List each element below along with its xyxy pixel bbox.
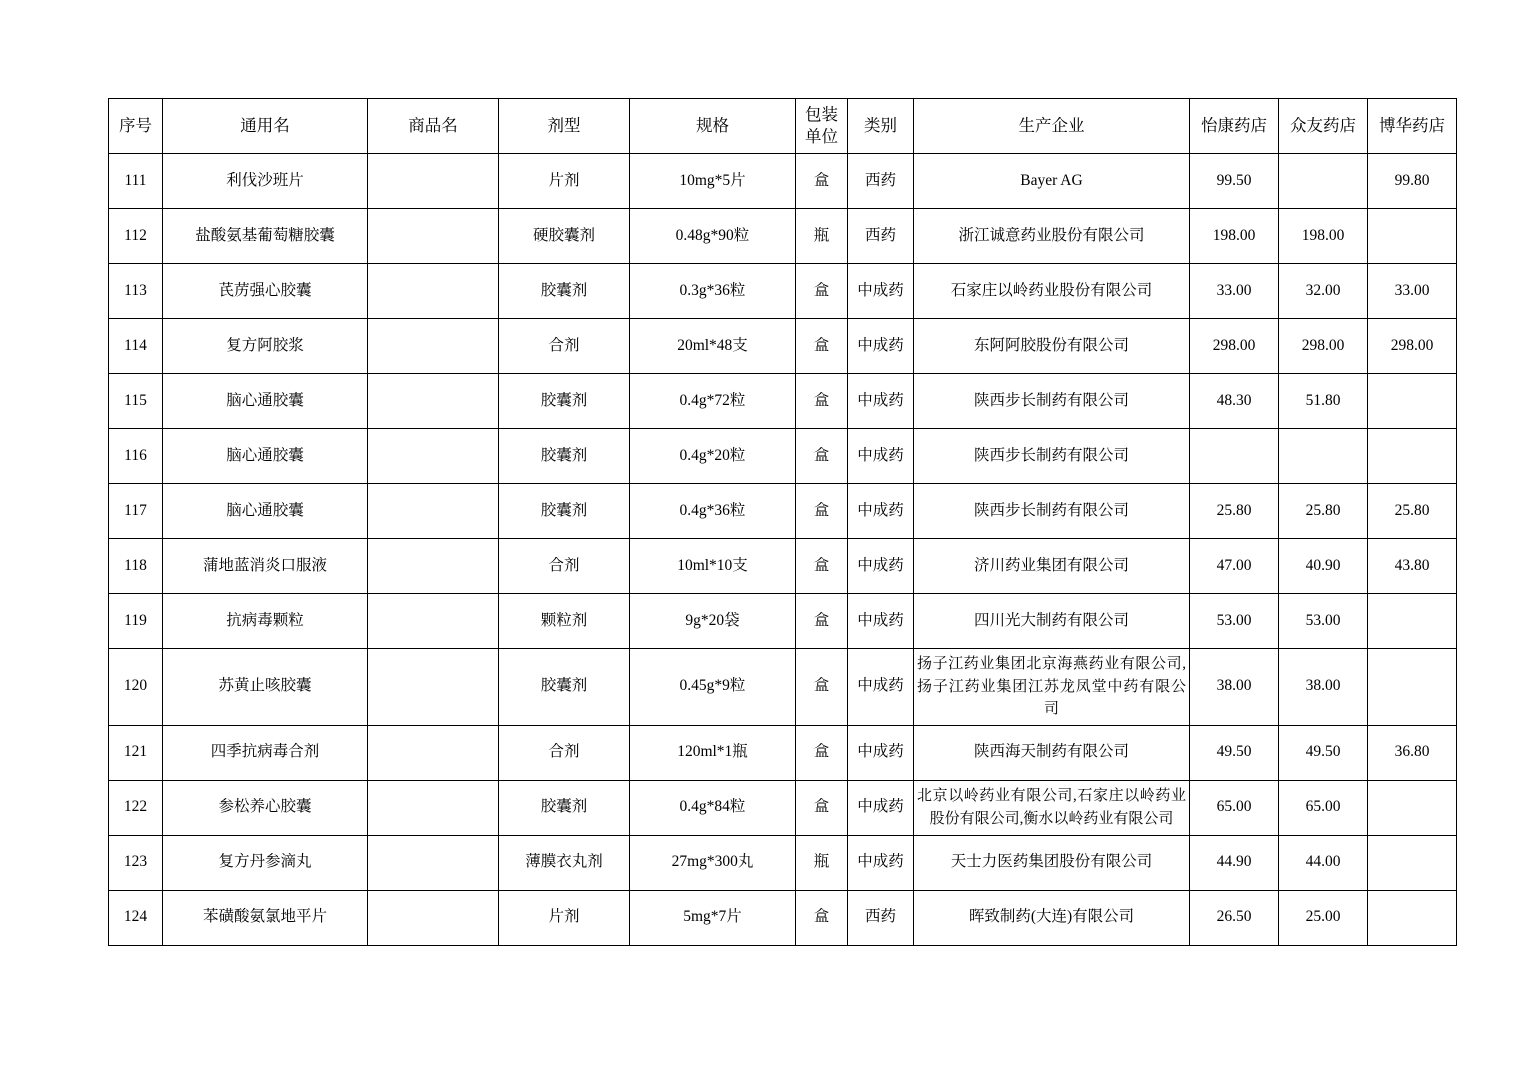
cell-brand-name <box>368 154 499 209</box>
cell-price-yikang: 198.00 <box>1190 209 1279 264</box>
cell-brand-name <box>368 835 499 890</box>
cell-dosage-form: 合剂 <box>499 725 630 780</box>
table-row <box>109 649 1457 726</box>
table-row <box>109 594 1457 649</box>
table-row <box>109 319 1457 374</box>
cell-package-unit: 瓶 <box>796 835 848 890</box>
table-row <box>109 374 1457 429</box>
column-header-pharmacy-bohua: 博华药店 <box>1368 99 1457 154</box>
cell-price-bohua: 99.80 <box>1368 154 1457 209</box>
cell-brand-name <box>368 484 499 539</box>
cell-manufacturer: 天士力医药集团股份有限公司 <box>914 835 1190 890</box>
cell-category: 中成药 <box>848 780 914 835</box>
cell-manufacturer: 北京以岭药业有限公司,石家庄以岭药业股份有限公司,衡水以岭药业有限公司 <box>914 780 1190 835</box>
cell-price-yikang <box>1190 429 1279 484</box>
cell-dosage-form: 胶囊剂 <box>499 484 630 539</box>
cell-price-zhongyou: 25.00 <box>1279 890 1368 945</box>
cell-price-yikang: 33.00 <box>1190 264 1279 319</box>
column-header-dosage-form: 剂型 <box>499 99 630 154</box>
cell-price-zhongyou: 198.00 <box>1279 209 1368 264</box>
package-unit-line1: 包装 <box>805 104 838 124</box>
table-row <box>109 154 1457 209</box>
cell-package-unit: 盒 <box>796 725 848 780</box>
cell-price-bohua: 36.80 <box>1368 725 1457 780</box>
cell-category: 中成药 <box>848 484 914 539</box>
column-header-package-unit <box>796 99 848 154</box>
cell-no: 121 <box>109 725 163 780</box>
cell-price-zhongyou: 298.00 <box>1279 319 1368 374</box>
cell-package-unit: 盒 <box>796 264 848 319</box>
cell-dosage-form: 薄膜衣丸剂 <box>499 835 630 890</box>
cell-price-zhongyou <box>1279 429 1368 484</box>
cell-price-zhongyou: 65.00 <box>1279 780 1368 835</box>
cell-price-yikang: 25.80 <box>1190 484 1279 539</box>
cell-dosage-form: 胶囊剂 <box>499 264 630 319</box>
cell-category: 中成药 <box>848 264 914 319</box>
cell-specification: 0.4g*72粒 <box>630 374 796 429</box>
cell-brand-name <box>368 594 499 649</box>
cell-no: 115 <box>109 374 163 429</box>
cell-package-unit: 盒 <box>796 429 848 484</box>
cell-specification: 0.3g*36粒 <box>630 264 796 319</box>
cell-generic-name: 芪苈强心胶囊 <box>163 264 368 319</box>
cell-dosage-form: 合剂 <box>499 539 630 594</box>
cell-generic-name: 脑心通胶囊 <box>163 484 368 539</box>
cell-manufacturer: 石家庄以岭药业股份有限公司 <box>914 264 1190 319</box>
cell-generic-name: 苯磺酸氨氯地平片 <box>163 890 368 945</box>
cell-manufacturer: 扬子江药业集团北京海燕药业有限公司,扬子江药业集团江苏龙凤堂中药有限公司 <box>914 649 1190 726</box>
cell-category: 西药 <box>848 154 914 209</box>
column-header-generic-name: 通用名 <box>163 99 368 154</box>
cell-no: 122 <box>109 780 163 835</box>
cell-no: 117 <box>109 484 163 539</box>
cell-generic-name: 脑心通胶囊 <box>163 429 368 484</box>
table-row <box>109 484 1457 539</box>
cell-package-unit: 盒 <box>796 780 848 835</box>
cell-price-yikang: 65.00 <box>1190 780 1279 835</box>
cell-brand-name <box>368 539 499 594</box>
table-row <box>109 890 1457 945</box>
table-row <box>109 429 1457 484</box>
cell-price-yikang: 38.00 <box>1190 649 1279 726</box>
cell-manufacturer: 浙江诚意药业股份有限公司 <box>914 209 1190 264</box>
cell-manufacturer: 陕西步长制药有限公司 <box>914 484 1190 539</box>
cell-generic-name: 抗病毒颗粒 <box>163 594 368 649</box>
cell-no: 113 <box>109 264 163 319</box>
cell-no: 111 <box>109 154 163 209</box>
cell-specification: 5mg*7片 <box>630 890 796 945</box>
cell-price-zhongyou: 32.00 <box>1279 264 1368 319</box>
cell-price-bohua: 43.80 <box>1368 539 1457 594</box>
cell-manufacturer: 陕西海天制药有限公司 <box>914 725 1190 780</box>
table-row <box>109 209 1457 264</box>
cell-specification: 10ml*10支 <box>630 539 796 594</box>
cell-no: 120 <box>109 649 163 726</box>
cell-no: 118 <box>109 539 163 594</box>
cell-package-unit: 盒 <box>796 890 848 945</box>
cell-category: 中成药 <box>848 594 914 649</box>
column-header-pharmacy-zhongyou: 众友药店 <box>1279 99 1368 154</box>
cell-dosage-form: 片剂 <box>499 890 630 945</box>
cell-price-bohua <box>1368 429 1457 484</box>
table-row <box>109 835 1457 890</box>
cell-specification: 0.4g*36粒 <box>630 484 796 539</box>
cell-price-zhongyou <box>1279 154 1368 209</box>
table-row <box>109 264 1457 319</box>
cell-generic-name: 参松养心胶囊 <box>163 780 368 835</box>
package-unit-line2: 单位 <box>805 127 838 146</box>
cell-package-unit: 瓶 <box>796 209 848 264</box>
cell-manufacturer: 东阿阿胶股份有限公司 <box>914 319 1190 374</box>
cell-no: 119 <box>109 594 163 649</box>
cell-price-bohua: 298.00 <box>1368 319 1457 374</box>
cell-dosage-form: 胶囊剂 <box>499 649 630 726</box>
cell-price-yikang: 53.00 <box>1190 594 1279 649</box>
cell-price-bohua: 25.80 <box>1368 484 1457 539</box>
cell-brand-name <box>368 374 499 429</box>
cell-price-zhongyou: 44.00 <box>1279 835 1368 890</box>
column-header-pharmacy-yikang: 怡康药店 <box>1190 99 1279 154</box>
cell-generic-name: 利伐沙班片 <box>163 154 368 209</box>
drug-price-table <box>108 98 1457 946</box>
cell-price-yikang: 49.50 <box>1190 725 1279 780</box>
cell-specification: 0.4g*84粒 <box>630 780 796 835</box>
cell-brand-name <box>368 890 499 945</box>
cell-price-yikang: 48.30 <box>1190 374 1279 429</box>
cell-price-yikang: 26.50 <box>1190 890 1279 945</box>
cell-price-yikang: 99.50 <box>1190 154 1279 209</box>
cell-specification: 10mg*5片 <box>630 154 796 209</box>
cell-specification: 9g*20袋 <box>630 594 796 649</box>
table-header-row <box>109 99 1457 154</box>
table-body <box>109 154 1457 946</box>
cell-specification: 0.45g*9粒 <box>630 649 796 726</box>
cell-specification: 0.48g*90粒 <box>630 209 796 264</box>
cell-generic-name: 苏黄止咳胶囊 <box>163 649 368 726</box>
cell-package-unit: 盒 <box>796 484 848 539</box>
cell-price-bohua <box>1368 835 1457 890</box>
cell-no: 114 <box>109 319 163 374</box>
cell-brand-name <box>368 649 499 726</box>
column-header-category: 类别 <box>848 99 914 154</box>
cell-category: 中成药 <box>848 374 914 429</box>
cell-no: 116 <box>109 429 163 484</box>
column-header-specification: 规格 <box>630 99 796 154</box>
cell-manufacturer: 晖致制药(大连)有限公司 <box>914 890 1190 945</box>
cell-dosage-form: 合剂 <box>499 319 630 374</box>
cell-category: 中成药 <box>848 319 914 374</box>
cell-brand-name <box>368 780 499 835</box>
cell-no: 123 <box>109 835 163 890</box>
cell-specification: 120ml*1瓶 <box>630 725 796 780</box>
cell-brand-name <box>368 725 499 780</box>
cell-category: 中成药 <box>848 539 914 594</box>
cell-dosage-form: 片剂 <box>499 154 630 209</box>
cell-dosage-form: 硬胶囊剂 <box>499 209 630 264</box>
cell-package-unit: 盒 <box>796 319 848 374</box>
cell-dosage-form: 颗粒剂 <box>499 594 630 649</box>
cell-generic-name: 四季抗病毒合剂 <box>163 725 368 780</box>
cell-price-zhongyou: 38.00 <box>1279 649 1368 726</box>
cell-price-bohua <box>1368 594 1457 649</box>
table-row <box>109 539 1457 594</box>
cell-price-bohua <box>1368 649 1457 726</box>
cell-dosage-form: 胶囊剂 <box>499 429 630 484</box>
cell-category: 西药 <box>848 209 914 264</box>
cell-no: 112 <box>109 209 163 264</box>
cell-specification: 20ml*48支 <box>630 319 796 374</box>
cell-brand-name <box>368 209 499 264</box>
column-header-no: 序号 <box>109 99 163 154</box>
cell-no: 124 <box>109 890 163 945</box>
table-header <box>109 99 1457 154</box>
cell-price-zhongyou: 51.80 <box>1279 374 1368 429</box>
cell-price-yikang: 298.00 <box>1190 319 1279 374</box>
cell-generic-name: 复方阿胶浆 <box>163 319 368 374</box>
cell-category: 中成药 <box>848 725 914 780</box>
cell-package-unit: 盒 <box>796 374 848 429</box>
cell-price-bohua <box>1368 780 1457 835</box>
cell-generic-name: 蒲地蓝消炎口服液 <box>163 539 368 594</box>
cell-price-bohua <box>1368 374 1457 429</box>
cell-package-unit: 盒 <box>796 649 848 726</box>
cell-price-zhongyou: 40.90 <box>1279 539 1368 594</box>
cell-generic-name: 脑心通胶囊 <box>163 374 368 429</box>
cell-price-yikang: 44.90 <box>1190 835 1279 890</box>
cell-specification: 0.4g*20粒 <box>630 429 796 484</box>
column-header-brand-name: 商品名 <box>368 99 499 154</box>
cell-generic-name: 复方丹参滴丸 <box>163 835 368 890</box>
table-row <box>109 780 1457 835</box>
cell-price-zhongyou: 25.80 <box>1279 484 1368 539</box>
cell-generic-name: 盐酸氨基葡萄糖胶囊 <box>163 209 368 264</box>
cell-manufacturer: Bayer AG <box>914 154 1190 209</box>
cell-manufacturer: 陕西步长制药有限公司 <box>914 429 1190 484</box>
cell-manufacturer: 陕西步长制药有限公司 <box>914 374 1190 429</box>
cell-category: 西药 <box>848 890 914 945</box>
cell-manufacturer: 济川药业集团有限公司 <box>914 539 1190 594</box>
cell-category: 中成药 <box>848 429 914 484</box>
cell-manufacturer: 四川光大制药有限公司 <box>914 594 1190 649</box>
table-row <box>109 725 1457 780</box>
cell-category: 中成药 <box>848 649 914 726</box>
cell-package-unit: 盒 <box>796 154 848 209</box>
column-header-manufacturer: 生产企业 <box>914 99 1190 154</box>
cell-price-zhongyou: 49.50 <box>1279 725 1368 780</box>
cell-price-bohua <box>1368 890 1457 945</box>
cell-package-unit: 盒 <box>796 539 848 594</box>
cell-package-unit: 盒 <box>796 594 848 649</box>
cell-price-bohua <box>1368 209 1457 264</box>
cell-dosage-form: 胶囊剂 <box>499 780 630 835</box>
cell-price-yikang: 47.00 <box>1190 539 1279 594</box>
cell-dosage-form: 胶囊剂 <box>499 374 630 429</box>
cell-brand-name <box>368 429 499 484</box>
cell-price-bohua: 33.00 <box>1368 264 1457 319</box>
cell-brand-name <box>368 319 499 374</box>
cell-category: 中成药 <box>848 835 914 890</box>
cell-brand-name <box>368 264 499 319</box>
cell-specification: 27mg*300丸 <box>630 835 796 890</box>
cell-price-zhongyou: 53.00 <box>1279 594 1368 649</box>
